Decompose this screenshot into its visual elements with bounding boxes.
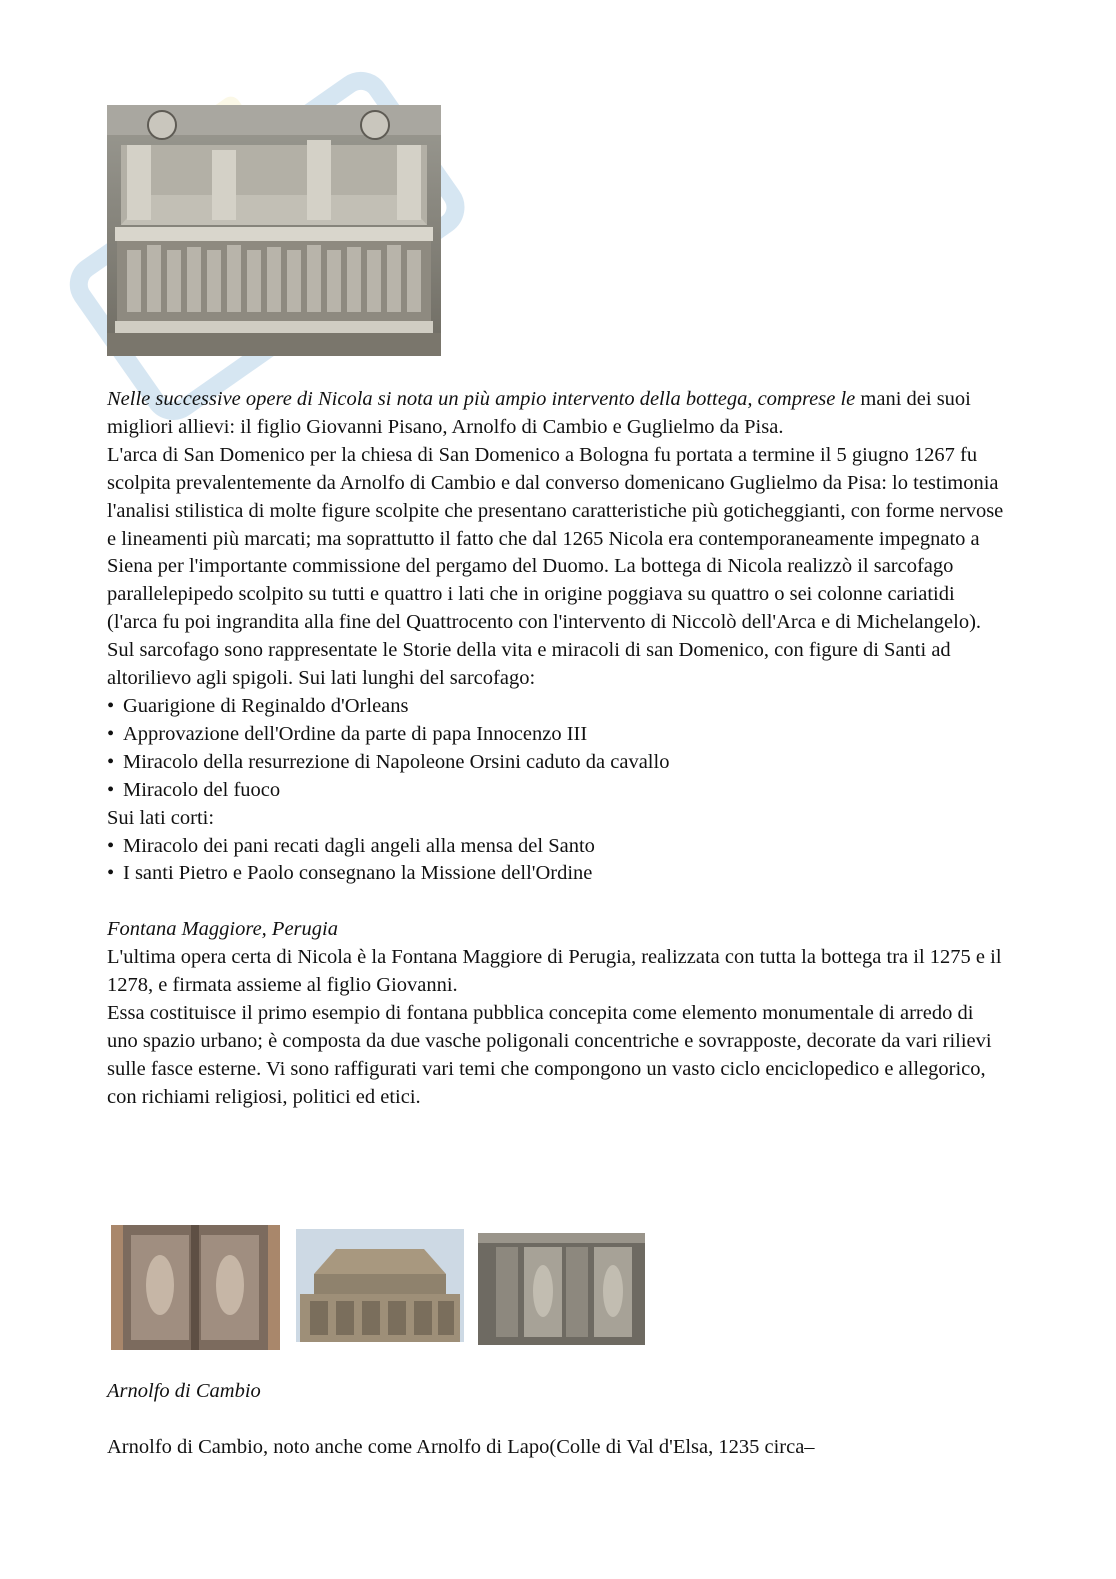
fontana-relief-image-1: [111, 1225, 280, 1350]
bullet-icon: •: [107, 722, 115, 745]
paragraph-sarcofago: Sul sarcofago sono rappresentate le Storie della vita e miracoli di san Domenico, con figure di Santi ad altorilievo agli spigoli. Sui lati lunghi del sarcofago:: [107, 639, 951, 690]
list-item: • Miracolo del fuoco: [107, 777, 1007, 805]
allievi-text: mani dei suoi migliori allievi: il figlio Giovanni Pisano, Arnolfo di Cambio e Guglielmo da Pisa.: [107, 388, 971, 438]
list-item: • Miracolo della resurrezione di Napoleone Orsini caduto da cavallo: [107, 749, 1007, 777]
arnolfo-heading: Arnolfo di Cambio: [107, 1380, 261, 1402]
bullet-icon: •: [107, 750, 115, 773]
italic-intro: Nelle successive opere di Nicola si nota un più ampio intervento della bottega, comprese le: [107, 388, 856, 410]
short-sides-label: Sui lati corti:: [107, 806, 215, 829]
list-item: • I santi Pietro e Paolo consegnano la Missione dell'Ordine: [107, 860, 1007, 888]
paragraph-bottega: [107, 386, 1007, 442]
fontana-paragraph-1: L'ultima opera certa di Nicola è la Fontana Maggiore di Perugia, realizzata con tutta la bottega tra il 1275 e il 1278, e firmata assieme al figlio Giovanni.: [107, 946, 1002, 997]
arca-san-domenico-image: [107, 105, 441, 356]
bullet-icon: •: [107, 834, 115, 857]
bullet-icon: •: [107, 694, 115, 717]
fontana-paragraph-2: Essa costituisce il primo esempio di fontana pubblica concepita come elemento monumentale di arredo di uno spazio urbano; è composta da due vasche poligonali concentriche e sovrapposte, decorate da vari rilievi sulle fasce esterne. Vi sono raffigurati vari temi che compongono un vasto ciclo enciclopedico e allegorico, con richiami religiosi, politici ed etici.: [107, 1001, 992, 1108]
arnolfo-paragraph: Arnolfo di Cambio, noto anche come Arnolfo di Lapo(Colle di Val d'Elsa, 1235 circa–: [107, 1435, 815, 1458]
bullet-icon: •: [107, 862, 115, 885]
short-sides-list: [107, 833, 1007, 889]
bullet-icon: •: [107, 778, 115, 801]
list-item: • Approvazione dell'Ordine da parte di papa Innocenzo III: [107, 721, 1007, 749]
fontana-heading: Fontana Maggiore, Perugia: [107, 918, 338, 941]
arnolfo-section: [107, 1378, 1007, 1462]
list-item: • Guarigione di Reginaldo d'Orleans: [107, 693, 1007, 721]
list-item: • Miracolo dei pani recati dagli angeli alla mensa del Santo: [107, 833, 1007, 861]
fontana-relief-image-2: [478, 1233, 645, 1345]
long-sides-list: [107, 693, 1007, 805]
main-text: [107, 386, 1007, 1112]
paragraph-arca: L'arca di San Domenico per la chiesa di San Domenico a Bologna fu portata a termine il 5 giugno 1267 fu scolpita prevalentemente da Arnolfo di Cambio e dal converso domenicano Guglielmo da Pisa: lo testimonia l'analisi stilistica di molte figure scolpite che presentano caratteristiche più goticheggianti, con forme nervose e lineamenti più marcati; ma soprattutto il fatto che dal 1265 Nicola era contemporaneamente impegnato a Siena per l'importante commissione del pergamo del Duomo. La bottega di Nicola realizzò il sarcofago parallelepipedo scolpito su tutti e quattro i lati che in origine poggiava su quattro o sei colonne cariatidi (l'arca fu poi ingrandita alla fine del Quattrocento con l'intervento di Niccolò dell'Arca e di Michelangelo).: [107, 443, 1004, 634]
fontana-maggiore-image: [296, 1229, 464, 1342]
